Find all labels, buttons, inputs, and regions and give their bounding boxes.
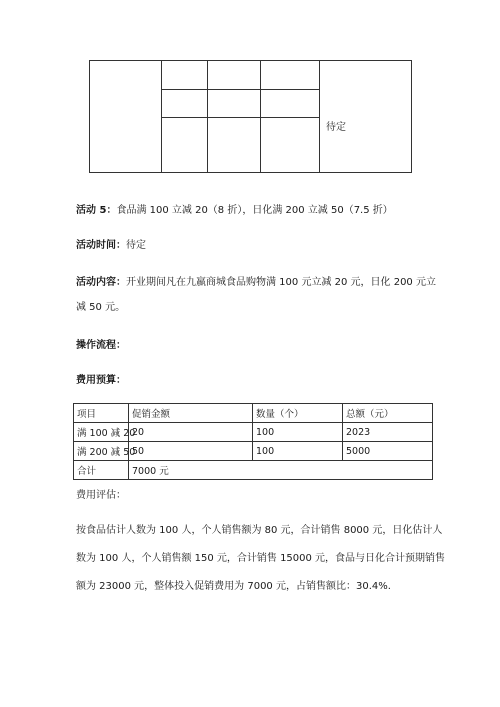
budget-cell: 2023 (343, 423, 433, 442)
budget-label: 费用预算： (76, 375, 126, 386)
activity5-line (76, 204, 393, 218)
activity5-label: 活动 5： (76, 205, 117, 216)
budget-header-quantity: 数量（个） (253, 404, 343, 423)
budget-header-row (74, 404, 433, 423)
activity-time-line (76, 239, 146, 253)
activity-content-line1 (76, 276, 436, 290)
budget-header-total: 总额（元） (343, 404, 433, 423)
budget-table (73, 403, 433, 480)
top-table (89, 60, 412, 173)
table-divider-h1 (161, 89, 320, 90)
budget-cell: 100 (253, 442, 343, 461)
evaluation-line2: 数为 100 人，个人销售额 150 元，合计销售 15000 元，食品与日化合计预期销售 (76, 553, 446, 564)
table-border-left (89, 60, 90, 173)
table-divider-h2 (161, 117, 320, 118)
evaluation-label: 费用评估： (76, 490, 126, 501)
budget-total-row (74, 461, 433, 480)
budget-cell: 满 100 减 20 (74, 423, 129, 442)
table-row (74, 423, 433, 442)
table-border-right (411, 60, 412, 173)
budget-cell: 5000 (343, 442, 433, 461)
activity-time-value: 待定 (126, 240, 146, 251)
budget-cell: 50 (129, 442, 253, 461)
activity-content-line2: 减 50 元。 (76, 302, 126, 313)
evaluation-line3: 额为 23000 元，整体投入促销费用为 7000 元，占销售额比：30.4%. (76, 581, 391, 592)
budget-header-amount: 促销金额 (129, 404, 253, 423)
evaluation-line1: 按食品估计人数为 100 人，个人销售额为 80 元，合计销售 8000 元，日化估计人 (76, 525, 443, 536)
budget-cell: 满 200 减 50 (74, 442, 129, 461)
pending-cell-text: 待定 (326, 122, 346, 133)
activity-time-label: 活动时间： (76, 240, 126, 251)
budget-cell: 20 (129, 423, 253, 442)
operation-flow-label: 操作流程： (76, 340, 126, 351)
activity5-text: 食品满 100 立减 20（8 折），日化满 200 立减 50（7.5 折） (116, 205, 393, 216)
table-border-top (89, 60, 412, 61)
activity-content-text1: 开业期间凡在九嬴商城食品购物满 100 元立减 20 元，日化 200 元立 (126, 277, 436, 288)
table-border-bottom (89, 172, 412, 173)
table-row (74, 442, 433, 461)
budget-total-value: 7000 元 (129, 461, 433, 480)
budget-cell: 100 (253, 423, 343, 442)
budget-header-item: 项目 (74, 404, 129, 423)
budget-total-label: 合计 (74, 461, 129, 480)
activity-content-label: 活动内容： (76, 277, 126, 288)
